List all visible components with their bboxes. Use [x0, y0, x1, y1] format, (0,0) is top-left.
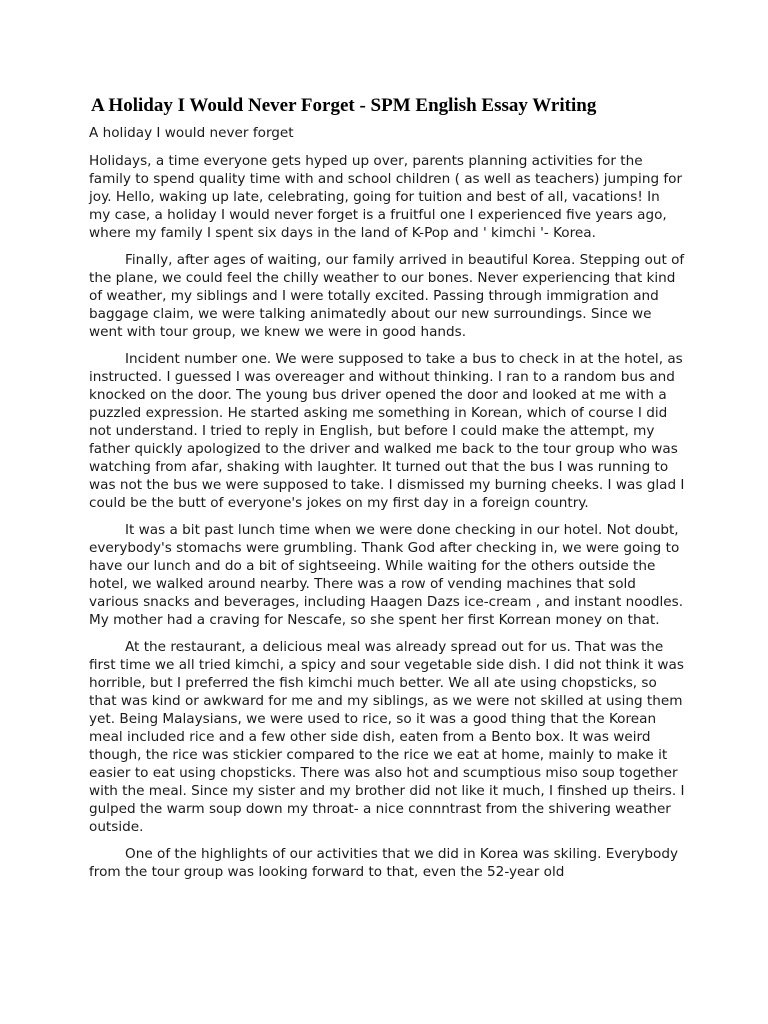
paragraph-arrival: Finally, after ages of waiting, our family arrived in beautiful Korea. Stepping out of the plane, we could feel the chilly weather to our bones. Never experiencing that kind of weather, my siblings and I were totally excited. Passing through immigration and baggage claim, we were talking animatedly about our new surroundings. Since we went with tour group, we knew we were in good hands. — [89, 252, 685, 340]
document-body — [89, 124, 685, 890]
document-title: A Holiday I Would Never Forget - SPM English Essay Writing — [91, 95, 597, 116]
document-subtitle: A holiday I would never forget — [89, 125, 294, 141]
paragraph-hotel: It was a bit past lunch time when we were done checking in our hotel. Not doubt, everybody's stomachs were grumbling. Thank God after checking in, we were going to have our lunch and do a bit of sightseeing. While waiting for the others outside the hotel, we walked around nearby. There was a row of vending machines that sold various snacks and beverages, including Haagen Dazs ice-cream , and instant noodles. My mother had a craving for Nescafe, so she spent her first Korrean money on that. — [89, 522, 684, 628]
paragraph-intro: Holidays, a time everyone gets hyped up over, parents planning activities for the family to spend quality time with and school children ( as well as teachers) jumping for joy. Hello, waking up late, celebrating, going for tuition and best of all, vacations! In my case, a holiday I would never forget is a fruitful one I experienced five years ago, where my family I spent six days in the land of K-Pop and ' kimchi '- Korea. — [89, 153, 683, 241]
paragraph-restaurant: At the restaurant, a delicious meal was already spread out for us. That was the first time we all tried kimchi, a spicy and sour vegetable side dish. I did not think it was horrible, but I preferred the fish kimchi much better. We all ate using chopsticks, so that was kind or awkward for me and my siblings, as we were not skilled at using them yet. Being Malaysians, we were used to rice, so it was a good thing that the Korean meal included rice and a few other side dish, eaten from a Bento box. It was weird though, the rice was stickier compared to the rice we eat at home, mainly to make it easier to eat using chopsticks. There was also hot and scumptious miso soup together with the meal. Since my sister and my brother did not like it much, I finshed up theirs. I gulped the warm soup down my throat- a nice connntrast from the shivering weather outside. — [89, 639, 685, 835]
paragraph-bus-incident: Incident number one. We were supposed to take a bus to check in at the hotel, as instructed. I guessed I was overeager and without thinking. I ran to a random bus and knocked on the door. The young bus driver opened the door and looked at me with a puzzled expression. He started asking me something in Korean, which of course I did not understand. I tried to reply in English, but before I could make the attempt, my father quickly apologized to the driver and walked me back to the tour group who was watching from afar, shaking with laughter. It turned out that the bus I was running to was not the bus we were supposed to take. I dismissed my burning cheeks. I was glad I could be the butt of everyone's jokes on my first day in a foreign country. — [89, 351, 685, 511]
paragraph-skiing: One of the highlights of our activities that we did in Korea was skiling. Everybody from the tour group was looking forward to that, even the 52-year old — [89, 846, 679, 880]
